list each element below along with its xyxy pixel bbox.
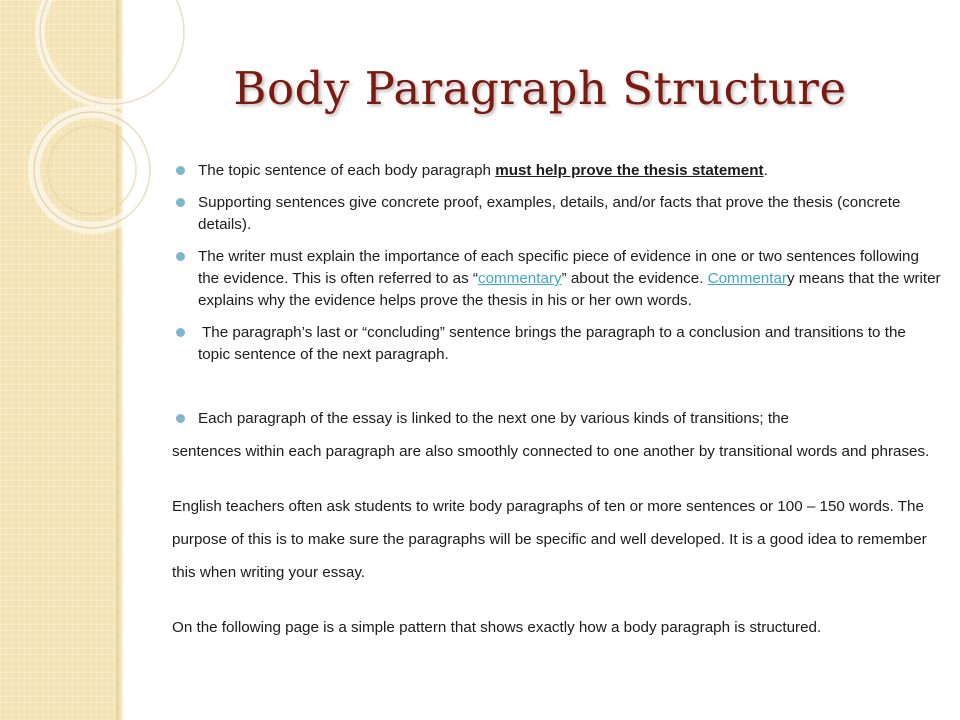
bullet-text [198, 248, 941, 309]
bullet-dot-icon [176, 414, 185, 423]
bullet-concluding-sentence [172, 322, 942, 366]
bullet-text [198, 162, 768, 179]
length-paragraph: English teachers often ask students to write body paragraphs of ten or more sentences or 100 – 150 words. The purpose of this is to make sure the paragraphs will be specific and well developed. It is a good idea to remember this when writing your essay. [172, 498, 927, 581]
spacer [172, 468, 942, 490]
decorative-circles [0, 0, 200, 260]
thesis-emphasis: must help prove the thesis statement [495, 162, 764, 179]
slide-title: Body Paragraph Structure [233, 62, 847, 115]
bullet-text: Supporting sentences give concrete proof, examples, details, and/or facts that prove the thesis (concrete details). [198, 194, 901, 233]
bullet-text-part: The writer must explain the importance of each specific piece of evidence in one or two sentences following the evidence. This is often referred to as “ [198, 248, 919, 287]
bullet-supporting-sentences [172, 192, 942, 236]
bullet-topic-sentence [172, 160, 942, 182]
closing-paragraph: On the following page is a simple pattern that shows exactly how a body paragraph is structured. [172, 619, 822, 636]
transitions-continued: sentences within each paragraph are also smoothly connected to one another by transitional words and phrases. [172, 443, 930, 460]
bullet-text: The paragraph’s last or “concluding” sentence brings the paragraph to a conclusion and transitions to the topic sentence of the next paragraph. [198, 324, 906, 363]
slide-content [172, 160, 942, 644]
bullet-text-part: ” about the evidence. [561, 270, 708, 287]
commentary-link[interactable]: commentary [478, 270, 562, 287]
bullet-dot-icon [176, 252, 185, 261]
spacer [172, 589, 942, 611]
bullet-dot-icon [176, 198, 185, 207]
bullet-text-part: y means that the writer explains why the evidence helps prove the thesis in his or her own words. [198, 270, 941, 309]
transitions-first-line [172, 402, 942, 435]
commentary-definition-link[interactable]: Commentar [707, 270, 787, 287]
paragraph-text: Each paragraph of the essay is linked to the next one by various kinds of transitions; the [198, 410, 789, 427]
transitions-paragraph [172, 402, 942, 468]
spacer [172, 376, 942, 402]
bullet-commentary [172, 246, 942, 312]
bullet-dot-icon [176, 328, 185, 337]
bullet-text-part: . [763, 162, 768, 179]
bullet-dot-icon [176, 166, 185, 175]
bullet-text-part: The topic sentence of each body paragraph [198, 162, 496, 179]
bullet-list [172, 160, 942, 366]
